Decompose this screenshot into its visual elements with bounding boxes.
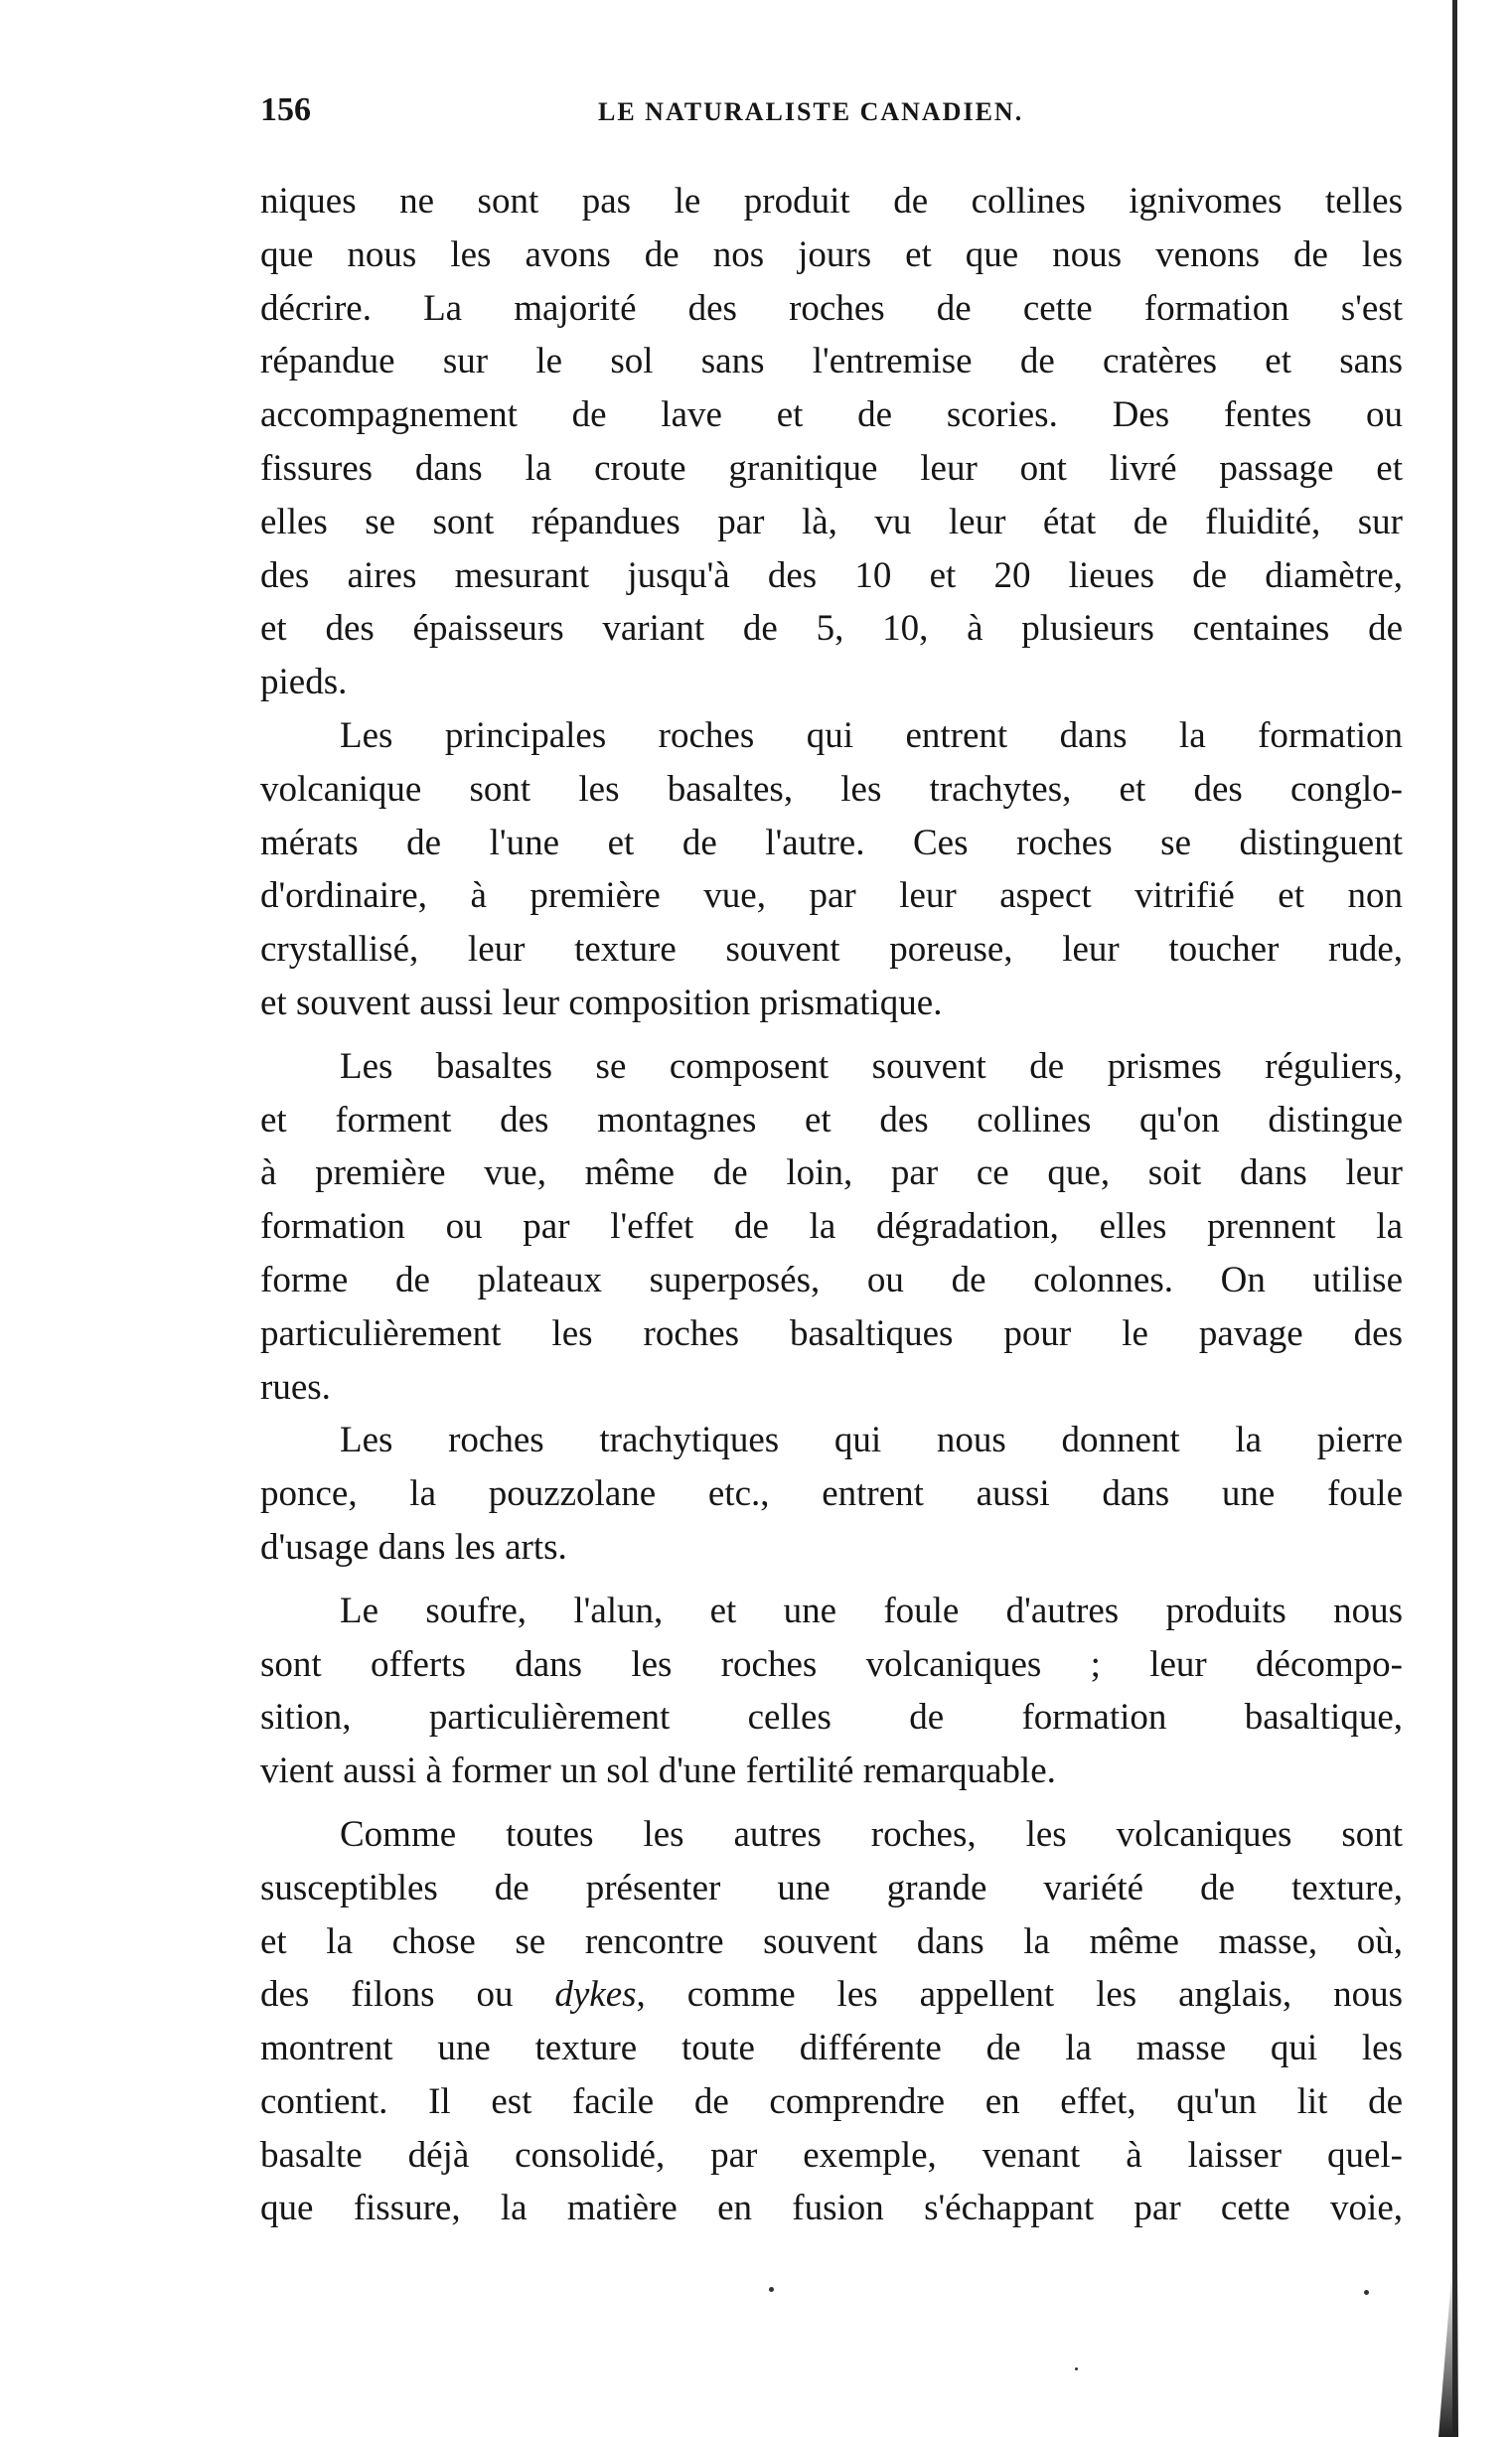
text-line: d'ordinaire, à première vue, par leur aspect vitrifié et non [260, 875, 1403, 917]
page-header [260, 91, 1254, 151]
text-line: et des épaisseurs variant de 5, 10, à plusieurs centaines de [260, 608, 1403, 650]
print-speck [1364, 2290, 1369, 2295]
text-line: forme de plateaux superposés, ou de colonnes. On utilise [260, 1259, 1403, 1300]
paragraph-gap [260, 1030, 1403, 1040]
text-line: contient. Il est facile de comprendre en effet, qu'un lit de [260, 2080, 1403, 2122]
text-line: Les basaltes se composent souvent de prismes réguliers, [340, 1045, 1403, 1087]
text-line: susceptibles de présenter une grande variété de texture, [260, 1867, 1403, 1908]
text-line: répandue sur le sol sans l'entremise de cratères et sans [260, 341, 1403, 382]
text-line: que fissure, la matière en fusion s'échappant par cette voie, [260, 2188, 1403, 2229]
text-line: pieds. [260, 662, 348, 703]
italic-term: dykes [554, 1974, 637, 2016]
text-line: niques ne sont pas le produit de collines ignivomes telles [260, 181, 1403, 222]
text-line: basalte déjà consolidé, par exemple, venant à laisser quel- [260, 2134, 1403, 2176]
running-title: LE NATURALISTE CANADIEN. [598, 97, 1024, 126]
text-line: Le soufre, l'alun, et une foule d'autres produits nous [340, 1590, 1403, 1631]
text-line: d'usage dans les arts. [260, 1526, 567, 1568]
text-line: accompagnement de lave et de scories. Des fentes ou [260, 394, 1403, 436]
text-line: et souvent aussi leur composition prismatique. [260, 982, 943, 1023]
text-line: elles se sont répandues par là, vu leur état de fluidité, sur [260, 501, 1403, 542]
text-line: que nous les avons de nos jours et que nous venons de les [260, 233, 1403, 275]
text-line: ponce, la pouzzolane etc., entrent aussi dans une foule [260, 1473, 1403, 1515]
text-line: des filons ou dykes, comme les appellent les anglais, nous [260, 1974, 1403, 2016]
text-line: particulièrement les roches basaltiques pour le pavage des [260, 1312, 1403, 1354]
text-line: Les roches trachytiques qui nous donnent la pierre [340, 1420, 1403, 1461]
text-line: sont offerts dans les roches volcaniques ; leur décompo- [260, 1643, 1403, 1685]
text-line: fissures dans la croute granitique leur ont livré passage et [260, 447, 1403, 489]
paragraph-gap [260, 1798, 1403, 1808]
text-line: vient aussi à former un sol d'une fertilité remarquable. [260, 1751, 1056, 1792]
page-number: 156 [260, 91, 311, 128]
text-line: volcanique sont les basaltes, les trachytes, et des conglo- [260, 768, 1403, 810]
text-line: des aires mesurant jusqu'à des 10 et 20 lieues de diamètre, [260, 554, 1403, 596]
body-text [260, 175, 1403, 2235]
text-line: Comme toutes les autres roches, les volcaniques sont [340, 1813, 1403, 1855]
text-line: Les principales roches qui entrent dans la formation [340, 714, 1403, 756]
text-line: à première vue, même de loin, par ce que, soit dans leur [260, 1152, 1403, 1194]
text-line: et la chose se rencontre souvent dans la même masse, où, [260, 1920, 1403, 1962]
text-line: décrire. La majorité des roches de cette formation s'est [260, 287, 1403, 329]
text-line: mérats de l'une et de l'autre. Ces roches se distinguent [260, 822, 1403, 863]
text-line: crystallisé, leur texture souvent poreuse, leur toucher rude, [260, 929, 1403, 971]
text-line: formation ou par l'effet de la dégradation, elles prennent la [260, 1206, 1403, 1248]
page-border-flourish [1438, 2265, 1458, 2437]
page-border-line [1452, 0, 1457, 2437]
text-line: montrent une texture toute différente de la masse qui les [260, 2028, 1403, 2069]
paragraph-gap [260, 1575, 1403, 1585]
text-line: rues. [260, 1366, 331, 1408]
print-speck [769, 2287, 774, 2292]
print-speck [1075, 2367, 1078, 2370]
text-line: et forment des montagnes et des collines qu'on distingue [260, 1099, 1403, 1141]
text-line: sition, particulièrement celles de formation basaltique, [260, 1697, 1403, 1739]
